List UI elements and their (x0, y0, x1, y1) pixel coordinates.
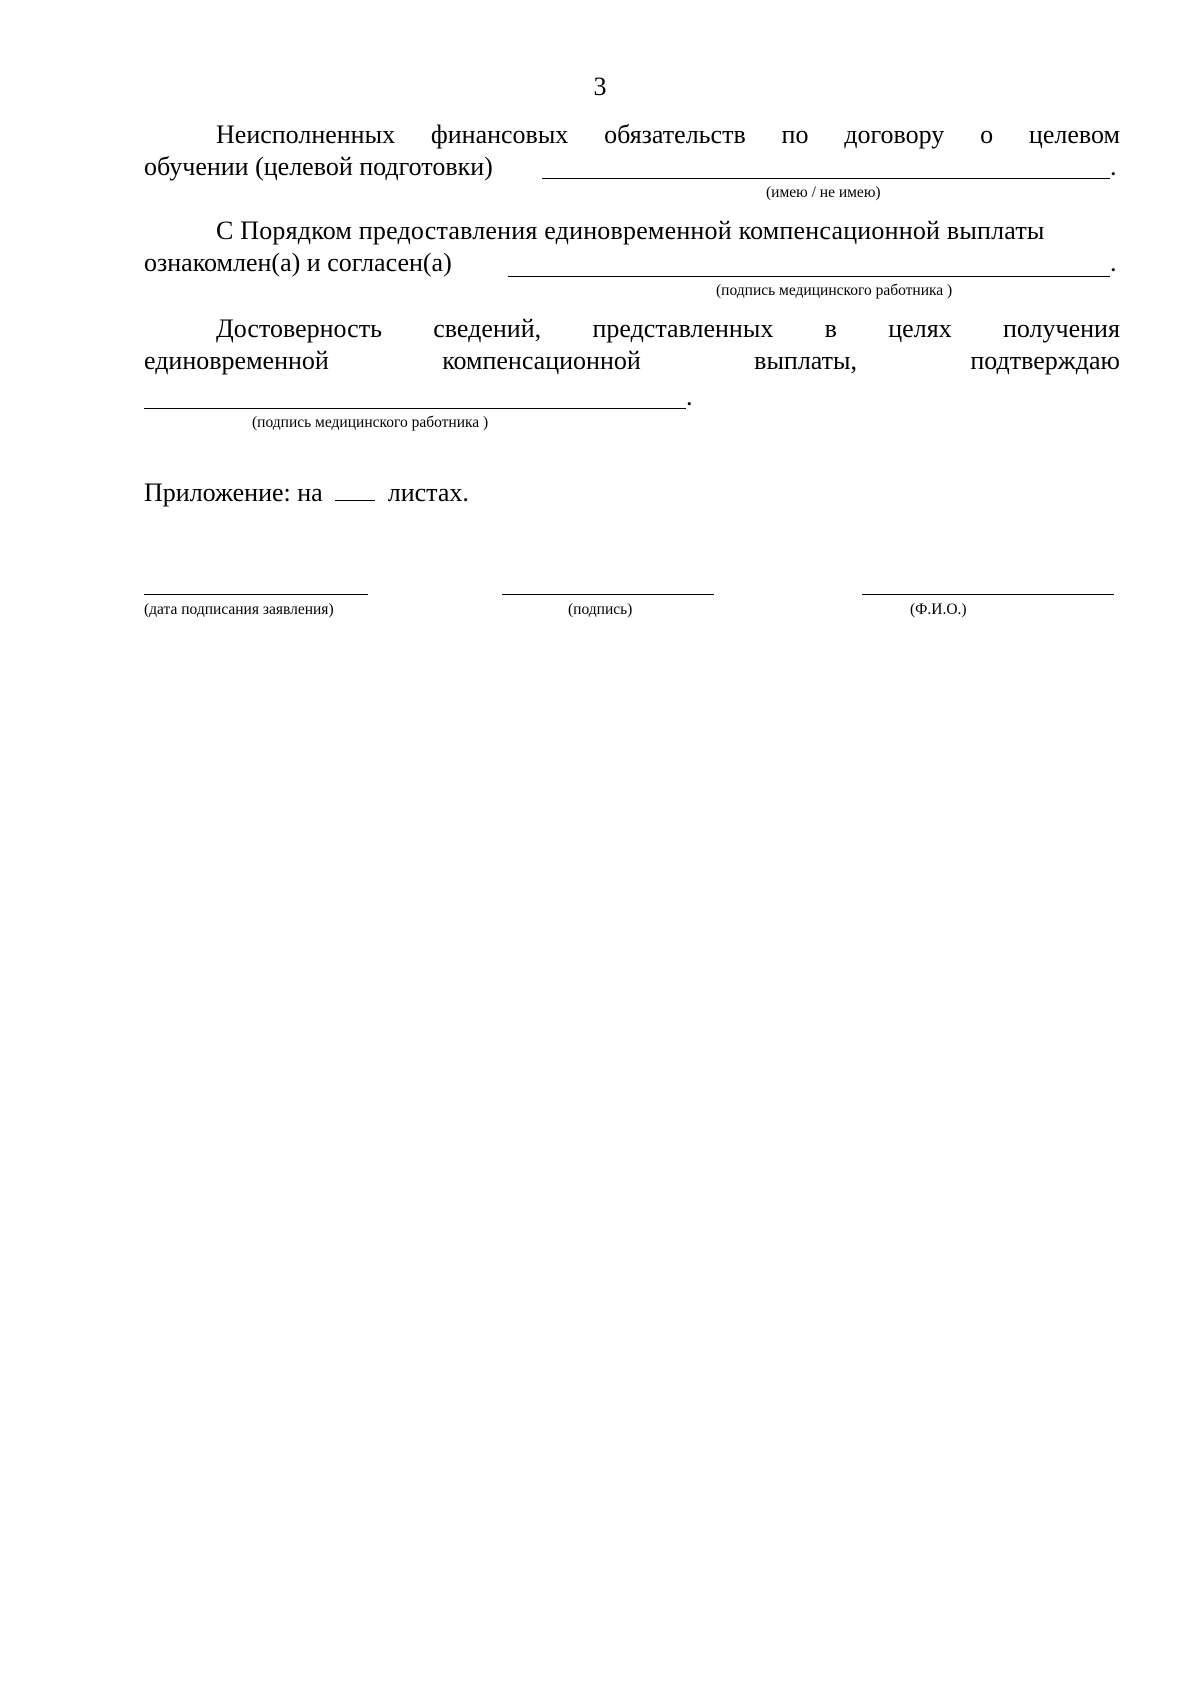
word: единовременной (144, 346, 329, 375)
word: финансовых (430, 120, 569, 149)
word: обязательств (604, 120, 746, 149)
word: по (781, 120, 809, 149)
section1-line2-text: обучении (целевой подготовки) (144, 152, 493, 181)
word: сведений, (433, 314, 542, 343)
word: целях (888, 314, 952, 343)
section3-signature-line[interactable] (144, 408, 686, 409)
section3-line2 (144, 346, 1120, 376)
section2-line1 (216, 216, 1120, 246)
word: Достоверность (216, 314, 382, 343)
word: подтверждаю (970, 346, 1120, 375)
page-number: 3 (593, 72, 607, 101)
word: целевом (1028, 120, 1120, 149)
sheet-count-blank[interactable] (335, 478, 375, 501)
attachment-line (144, 478, 1120, 508)
section1-line1 (216, 120, 1120, 150)
date-caption: (дата подписания заявления) (144, 601, 334, 618)
section3-caption: (подпись медицинского работника ) (252, 414, 489, 431)
section1-fill-line[interactable] (542, 178, 1110, 179)
section2-line2-text: ознакомлен(а) и согласен(а) (144, 248, 452, 277)
word: в (824, 314, 837, 343)
section2-end-dot: . (1110, 248, 1117, 277)
word: договору (844, 120, 945, 149)
name-caption: (Ф.И.О.) (910, 601, 967, 618)
section2-line1-text: С Порядком предоставления единовременной компенсационной выплаты (216, 216, 1045, 245)
signature-caption: (подпись) (568, 601, 633, 618)
attachment-prefix: Приложение: на (144, 478, 323, 507)
word: компенсационной (442, 346, 641, 375)
section2-line2 (144, 248, 1120, 278)
section2-signature-line[interactable] (508, 276, 1110, 277)
signature-line[interactable] (502, 594, 714, 595)
date-line[interactable] (144, 594, 368, 595)
word: о (980, 120, 994, 149)
section1-caption: (имею / не имею) (766, 184, 881, 201)
word: выплаты, (754, 346, 858, 375)
name-line[interactable] (862, 594, 1114, 595)
attachment-suffix: листах. (387, 478, 469, 507)
word: получения (1002, 314, 1120, 343)
section3-line1 (216, 314, 1120, 344)
word: представленных (592, 314, 774, 343)
word: Неисполненных (216, 120, 396, 149)
section2-caption: (подпись медицинского работника ) (716, 282, 953, 299)
section3-end-dot: . (686, 382, 693, 411)
section1-end-dot: . (1110, 152, 1117, 181)
